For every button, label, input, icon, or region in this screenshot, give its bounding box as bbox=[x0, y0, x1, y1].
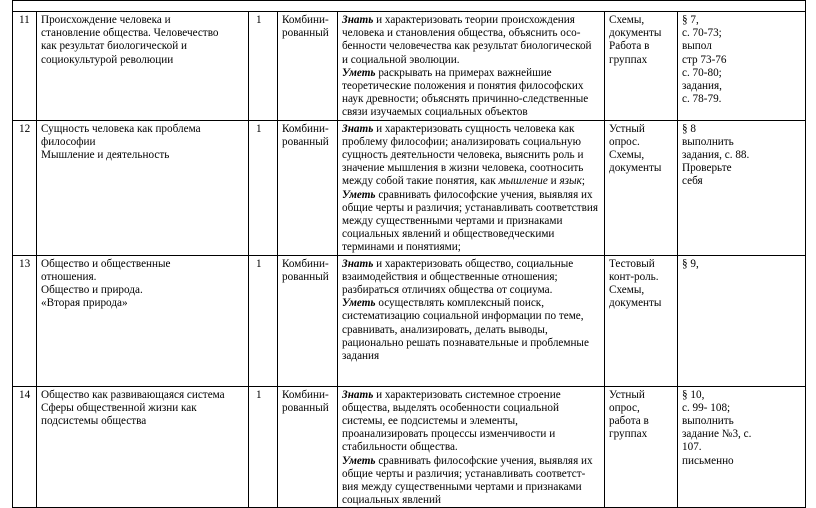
homework-line: выпол bbox=[682, 40, 712, 53]
requirements-cell bbox=[338, 12, 605, 121]
requirement-line: задания bbox=[342, 350, 380, 363]
requirement-line: человека и становления общества, объяснить осо- bbox=[342, 27, 581, 40]
homework-line: задания, с. 88. bbox=[682, 149, 750, 162]
requirement-line: между собой такие понятия, как мышление и язык; bbox=[342, 175, 585, 188]
homework-line: 107. bbox=[682, 441, 702, 454]
requirement-line: Знать и характеризовать общество, социальные bbox=[342, 257, 574, 270]
homework-cell bbox=[678, 120, 806, 255]
row-number: 13 bbox=[13, 255, 37, 386]
requirement-line: сравнивать, анализировать, делать выводы, bbox=[342, 323, 548, 336]
requirement-line: разбираться отличиях общества от социума. bbox=[342, 284, 553, 297]
lesson-type-line: Комбини- bbox=[282, 14, 329, 26]
row-number: 14 bbox=[13, 386, 37, 508]
hours-cell: 1 bbox=[249, 12, 278, 121]
homework-cell bbox=[678, 386, 806, 508]
requirement-line: Уметь сравнивать философские учения, выявляя их bbox=[342, 188, 593, 201]
control-line: Работа в bbox=[609, 40, 650, 53]
requirement-line: вия между существенными чертами и признаками bbox=[342, 481, 582, 494]
control-line: Устный bbox=[609, 388, 645, 401]
hours-cell: 1 bbox=[249, 120, 278, 255]
topic-line: Общество и природа. bbox=[41, 284, 143, 297]
requirement-line: теоретические положения и понятия философских bbox=[342, 80, 584, 93]
curriculum-table bbox=[12, 0, 806, 508]
requirements-cell bbox=[338, 255, 605, 386]
table-body bbox=[13, 1, 806, 508]
topic-line: Происхождение человека и bbox=[41, 14, 171, 26]
hours-cell: 1 bbox=[249, 386, 278, 508]
homework-line: Проверьте bbox=[682, 162, 732, 175]
requirement-line: общие черты и различия; устанавливать соответствия bbox=[342, 201, 599, 214]
topic-line: «Вторая природа» bbox=[41, 297, 128, 310]
topic-line: Сферы общественной жизни как bbox=[41, 401, 197, 414]
lesson-type-cell bbox=[278, 255, 338, 386]
lesson-type-line: Комбини- bbox=[282, 122, 329, 135]
homework-line: § 8 bbox=[682, 122, 696, 135]
control-line: Схемы, bbox=[609, 14, 645, 26]
homework-line: § 10, bbox=[682, 388, 705, 401]
lesson-type-line: Комбини- bbox=[282, 257, 329, 270]
topic-line: философии bbox=[41, 135, 96, 148]
requirement-keyword: Уметь bbox=[342, 188, 376, 201]
topic-line: Мышление и деятельность bbox=[41, 149, 170, 162]
topic-cell bbox=[37, 12, 249, 121]
hours-cell: 1 bbox=[249, 255, 278, 386]
lesson-type-line: Комбини- bbox=[282, 388, 329, 401]
table-row bbox=[13, 120, 806, 255]
requirement-line: Знать и характеризовать теории происхождения bbox=[342, 14, 575, 26]
control-line: Схемы, bbox=[609, 149, 645, 162]
requirement-line: социальных явлений и обществоведческими bbox=[342, 228, 555, 241]
lesson-type-line: рованный bbox=[282, 135, 329, 148]
requirement-term: язык bbox=[559, 175, 582, 188]
lesson-type-line: рованный bbox=[282, 401, 329, 414]
lesson-type-cell bbox=[278, 386, 338, 508]
topic-cell bbox=[37, 120, 249, 255]
control-line: группах bbox=[609, 53, 648, 66]
topic-line: подсистемы общества bbox=[41, 415, 147, 428]
control-line: работа в bbox=[609, 415, 649, 428]
requirement-line: проанализировать процессы изменчивости и bbox=[342, 428, 556, 441]
requirement-line: Знать и характеризовать системное строение bbox=[342, 388, 561, 401]
homework-cell bbox=[678, 255, 806, 386]
requirement-line: сущность деятельности человека, выяснить роль и bbox=[342, 149, 584, 162]
homework-line: письменно bbox=[682, 454, 734, 467]
requirement-line: Уметь осуществлять комплексный поиск, bbox=[342, 297, 545, 310]
requirement-keyword: Уметь bbox=[342, 66, 376, 79]
homework-line: стр 73-76 bbox=[682, 53, 727, 66]
lesson-type-cell bbox=[278, 12, 338, 121]
requirement-line: общие черты и различия; устанавливать соответст- bbox=[342, 467, 586, 480]
control-line: группах bbox=[609, 428, 648, 441]
requirement-line: взаимодействия и общественные отношения; bbox=[342, 270, 558, 283]
requirement-keyword: Уметь bbox=[342, 297, 376, 310]
control-cell bbox=[605, 386, 678, 508]
lesson-type-cell bbox=[278, 120, 338, 255]
requirement-keyword: Знать bbox=[342, 122, 374, 135]
control-line: документы bbox=[609, 27, 662, 40]
table-header-row bbox=[13, 1, 806, 12]
control-line: Устный bbox=[609, 122, 645, 135]
homework-line: с. 78-79. bbox=[682, 93, 722, 106]
topic-line: как результат биологической и bbox=[41, 40, 188, 53]
control-line: документы bbox=[609, 162, 662, 175]
requirement-line: системы, ее подсистемы и элементы, bbox=[342, 415, 518, 428]
lesson-type-line: рованный bbox=[282, 27, 329, 40]
requirement-line: общества, выделять особенности социальной bbox=[342, 401, 559, 414]
requirements-cell bbox=[338, 120, 605, 255]
requirement-line: Уметь раскрывать на примерах важнейшие bbox=[342, 66, 552, 79]
homework-line: с. 70-80; bbox=[682, 66, 722, 79]
requirement-line: систематизацию социальной информации по теме, bbox=[342, 310, 584, 323]
requirement-line: Знать и характеризовать сущность человека как bbox=[342, 122, 575, 135]
topic-line: становление общества. Человечество bbox=[41, 27, 219, 40]
control-cell bbox=[605, 12, 678, 121]
requirement-line: социальных явлений bbox=[342, 494, 441, 507]
control-cell bbox=[605, 120, 678, 255]
homework-line: § 9, bbox=[682, 257, 699, 270]
requirement-term: мышление bbox=[498, 175, 548, 188]
topic-line: Общество как развивающаяся система bbox=[41, 388, 225, 401]
homework-line: задание №3, с. bbox=[682, 428, 752, 441]
requirement-keyword: Знать bbox=[342, 257, 374, 270]
homework-line: выполнить bbox=[682, 415, 734, 428]
requirement-keyword: Знать bbox=[342, 14, 374, 26]
control-line: Тестовый bbox=[609, 257, 655, 270]
homework-line: § 7, bbox=[682, 14, 699, 26]
header-cell bbox=[13, 1, 806, 12]
topic-line: социокультурой революции bbox=[41, 53, 174, 66]
homework-line: себя bbox=[682, 175, 703, 188]
lesson-type-line: рованный bbox=[282, 270, 329, 283]
requirement-line: Уметь сравнивать философские учения, выявляя их bbox=[342, 454, 593, 467]
topic-line: Общество и общественные bbox=[41, 257, 171, 270]
requirement-line: между существенными чертами и признаками bbox=[342, 215, 563, 228]
table-row bbox=[13, 386, 806, 508]
topic-line: отношения. bbox=[41, 270, 97, 283]
control-cell bbox=[605, 255, 678, 386]
topic-cell bbox=[37, 386, 249, 508]
requirement-line: значение мышления в жизни человека, соотносить bbox=[342, 162, 584, 175]
topic-cell bbox=[37, 255, 249, 386]
requirement-line: и социальной эволюции. bbox=[342, 53, 460, 66]
requirements-cell bbox=[338, 386, 605, 508]
homework-line: выполнить bbox=[682, 135, 734, 148]
requirement-keyword: Знать bbox=[342, 388, 374, 401]
requirement-line: наук древности; объяснять причинно-следственные bbox=[342, 93, 589, 106]
control-line: документы bbox=[609, 297, 662, 310]
table-row bbox=[13, 255, 806, 386]
homework-line: задания, bbox=[682, 80, 722, 93]
table-row bbox=[13, 12, 806, 121]
homework-line: с. 70-73; bbox=[682, 27, 722, 40]
homework-line: с. 99- 108; bbox=[682, 401, 731, 414]
requirement-line: стабильности общества. bbox=[342, 441, 458, 454]
row-number: 12 bbox=[13, 120, 37, 255]
row-number: 11 bbox=[13, 12, 37, 121]
control-line: опрос. bbox=[609, 135, 640, 148]
requirement-line: бенности человечества как результат биологической bbox=[342, 40, 592, 53]
requirement-line: терминами и понятиями; bbox=[342, 241, 461, 254]
control-line: Схемы, bbox=[609, 284, 645, 297]
requirement-line: проблему философии; анализировать социальную bbox=[342, 135, 581, 148]
control-line: конт-роль. bbox=[609, 270, 659, 283]
homework-cell bbox=[678, 12, 806, 121]
requirement-line: рационально решать познавательные и проблемные bbox=[342, 336, 589, 349]
requirement-keyword: Уметь bbox=[342, 454, 376, 467]
control-line: опрос, bbox=[609, 401, 640, 414]
topic-line: Сущность человека как проблема bbox=[41, 122, 201, 135]
requirement-line: связи изучаемых социальных объектов bbox=[342, 106, 528, 119]
